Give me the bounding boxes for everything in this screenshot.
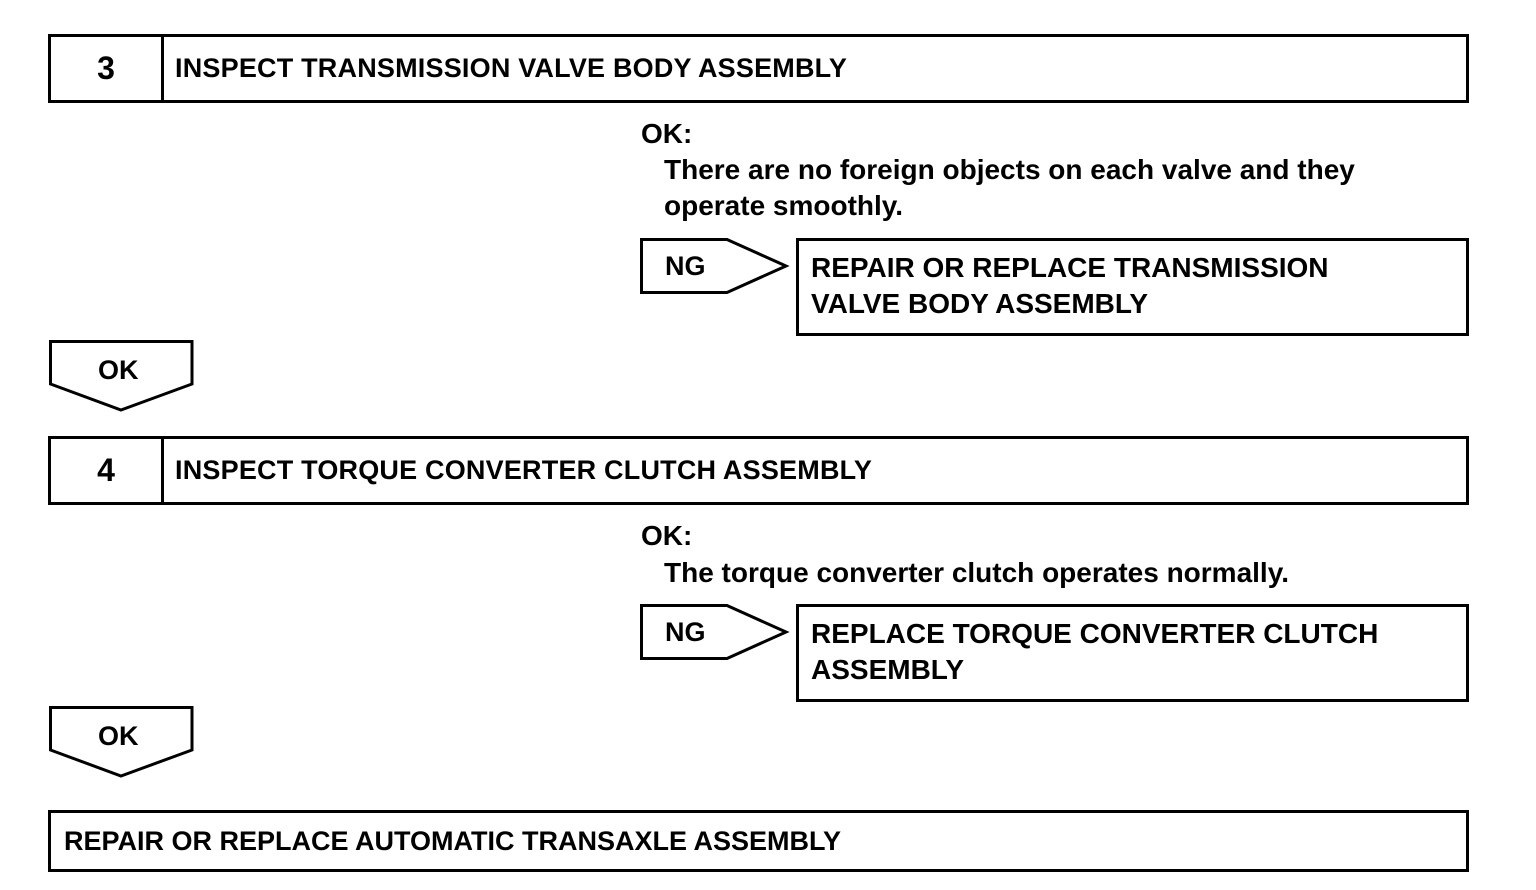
- step-3-ng-action-text: REPAIR OR REPLACE TRANSMISSION VALVE BODY ASSEMBLY: [811, 252, 1329, 319]
- step-4-ok-heading: OK:: [641, 520, 693, 551]
- step-3-ng-label: NG: [665, 251, 706, 281]
- step-4-ok-criteria: The torque converter clutch operates normally.: [664, 557, 1289, 588]
- step-4-box: [48, 436, 1469, 505]
- step-3-ng-action-box: [796, 238, 1469, 336]
- step-3-ok-arrow-label: OK: [98, 355, 139, 385]
- step-4-number: 4: [51, 439, 164, 502]
- step-3-ng-arrow: [640, 238, 790, 296]
- step-4-title: INSPECT TORQUE CONVERTER CLUTCH ASSEMBLY: [175, 455, 873, 485]
- step-3-number: 3: [51, 37, 164, 100]
- step-3-ok-criteria: There are no foreign objects on each valve and they operate smoothly.: [664, 154, 1355, 221]
- step-3-title: INSPECT TRANSMISSION VALVE BODY ASSEMBLY: [175, 53, 848, 83]
- step-3-box: [48, 34, 1469, 103]
- step-4-ng-label: NG: [665, 617, 706, 647]
- step-4-ng-action-text: REPLACE TORQUE CONVERTER CLUTCH ASSEMBLY: [811, 618, 1379, 685]
- final-action-text: REPAIR OR REPLACE AUTOMATIC TRANSAXLE ASSEMBLY: [64, 825, 842, 856]
- step-4-ng-arrow: [640, 604, 790, 662]
- step-3-ok-heading: OK:: [641, 118, 693, 149]
- final-action-box: [48, 810, 1469, 872]
- step-4-ok-arrow-label: OK: [98, 721, 139, 751]
- step-4-ng-action-box: [796, 604, 1469, 702]
